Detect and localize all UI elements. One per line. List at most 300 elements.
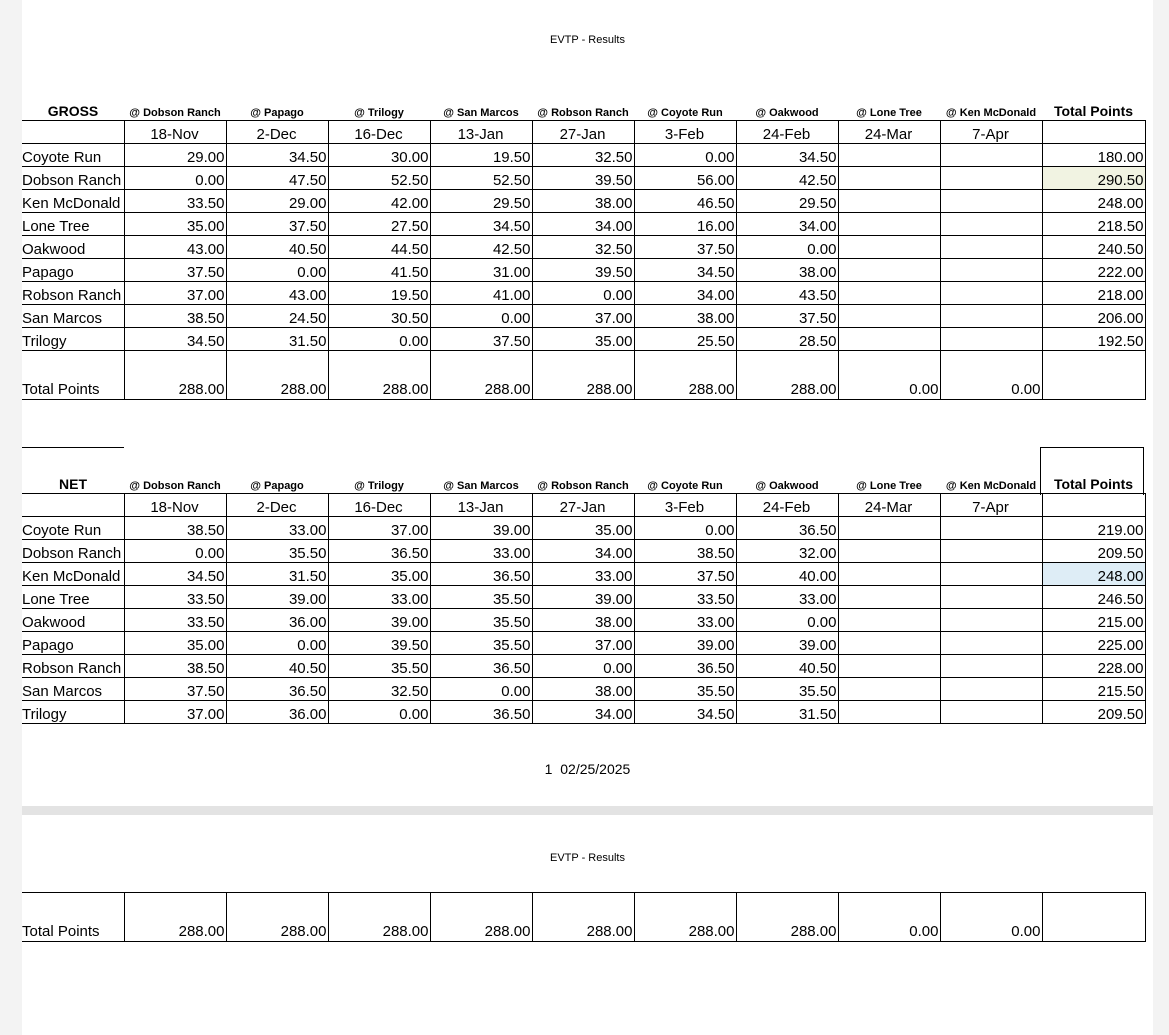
team-name: Ken McDonald — [22, 190, 124, 213]
score-cell — [838, 701, 940, 724]
score-cell: 34.00 — [532, 540, 634, 563]
date-cell: 7-Apr — [940, 494, 1042, 517]
score-cell: 0.00 — [532, 282, 634, 305]
venue-header: @ Ken McDonald — [945, 480, 1037, 492]
score-cell: 47.50 — [226, 167, 328, 190]
venue-header: @ Lone Tree — [856, 480, 922, 492]
score-cell: 37.50 — [736, 305, 838, 328]
score-cell — [838, 517, 940, 540]
date-cell: 16-Dec — [328, 121, 430, 144]
date-cell: 18-Nov — [124, 494, 226, 517]
score-cell: 40.50 — [736, 655, 838, 678]
date-cell: 24-Feb — [736, 121, 838, 144]
score-cell: 46.50 — [634, 190, 736, 213]
score-cell: 36.50 — [634, 655, 736, 678]
score-cell: 44.50 — [328, 236, 430, 259]
column-total: 288.00 — [532, 893, 634, 942]
score-cell — [940, 259, 1042, 282]
team-total: 240.50 — [1042, 236, 1145, 259]
date-cell: 18-Nov — [124, 121, 226, 144]
team-total: 215.50 — [1042, 678, 1145, 701]
column-total: 288.00 — [124, 893, 226, 942]
table-row — [22, 259, 1145, 282]
score-cell: 35.50 — [226, 540, 328, 563]
score-cell: 0.00 — [226, 632, 328, 655]
team-name: San Marcos — [22, 305, 124, 328]
team-name: Coyote Run — [22, 517, 124, 540]
team-total: 248.00 — [1042, 563, 1145, 586]
team-total: 290.50 — [1042, 167, 1145, 190]
date-row-total-cell — [1042, 494, 1145, 517]
score-cell: 36.50 — [430, 563, 532, 586]
column-total: 288.00 — [634, 893, 736, 942]
score-cell — [838, 632, 940, 655]
grand-total-cell — [1042, 893, 1145, 942]
score-cell: 36.50 — [328, 540, 430, 563]
score-cell — [838, 213, 940, 236]
venue-header: @ San Marcos — [443, 107, 519, 119]
grand-total-cell — [1042, 351, 1145, 400]
score-cell: 41.00 — [430, 282, 532, 305]
venue-header: @ Papago — [250, 107, 304, 119]
score-cell: 37.50 — [634, 563, 736, 586]
venue-header: @ Papago — [250, 480, 304, 492]
score-cell — [940, 678, 1042, 701]
table-row — [22, 305, 1145, 328]
score-cell — [940, 190, 1042, 213]
column-total: 288.00 — [430, 351, 532, 400]
column-total: 288.00 — [226, 893, 328, 942]
page-separator — [22, 806, 1153, 815]
column-total: 0.00 — [940, 351, 1042, 400]
date-cell: 2-Dec — [226, 121, 328, 144]
score-cell: 56.00 — [634, 167, 736, 190]
score-cell: 37.50 — [124, 259, 226, 282]
score-cell: 36.50 — [736, 517, 838, 540]
team-total: 206.00 — [1042, 305, 1145, 328]
score-cell: 24.50 — [226, 305, 328, 328]
score-cell: 0.00 — [124, 540, 226, 563]
date-cell: 27-Jan — [532, 494, 634, 517]
venue-header: @ Coyote Run — [647, 480, 723, 492]
score-cell: 29.00 — [124, 144, 226, 167]
score-cell: 38.50 — [634, 540, 736, 563]
column-total: 288.00 — [226, 351, 328, 400]
score-cell: 52.50 — [328, 167, 430, 190]
score-cell: 34.00 — [736, 213, 838, 236]
date-row — [22, 121, 1145, 144]
venue-header: @ Oakwood — [755, 107, 819, 119]
score-cell: 38.00 — [634, 305, 736, 328]
score-cell: 38.50 — [124, 305, 226, 328]
total-points-header: Total Points — [1053, 476, 1134, 492]
table-row — [22, 517, 1145, 540]
team-total: 219.00 — [1042, 517, 1145, 540]
date-cell: 13-Jan — [430, 121, 532, 144]
score-cell: 36.50 — [430, 655, 532, 678]
score-cell: 28.50 — [736, 328, 838, 351]
team-name: Lone Tree — [22, 586, 124, 609]
score-cell: 33.00 — [328, 586, 430, 609]
score-cell: 40.50 — [226, 655, 328, 678]
venue-header: @ Ken McDonald — [945, 107, 1037, 119]
score-cell — [940, 282, 1042, 305]
table-row — [22, 328, 1145, 351]
column-total: 288.00 — [736, 893, 838, 942]
date-row-label-cell — [22, 494, 124, 517]
score-cell: 42.00 — [328, 190, 430, 213]
date-row — [22, 494, 1145, 517]
score-cell — [838, 609, 940, 632]
score-cell: 35.50 — [430, 586, 532, 609]
date-row-total-cell — [1042, 121, 1145, 144]
total-points-row — [22, 351, 1145, 400]
total-points-header: Total Points — [1053, 103, 1134, 119]
score-cell: 31.50 — [226, 563, 328, 586]
score-cell: 33.50 — [124, 586, 226, 609]
score-cell — [940, 144, 1042, 167]
score-cell: 34.50 — [124, 328, 226, 351]
total-points-label: Total Points — [22, 351, 124, 400]
results-page-2 — [22, 815, 1153, 1035]
score-cell — [838, 586, 940, 609]
score-cell: 35.00 — [124, 632, 226, 655]
score-cell — [838, 190, 940, 213]
score-cell: 39.00 — [634, 632, 736, 655]
score-cell — [940, 517, 1042, 540]
score-cell: 39.50 — [532, 167, 634, 190]
score-cell: 0.00 — [328, 328, 430, 351]
score-cell — [940, 213, 1042, 236]
score-cell: 37.00 — [328, 517, 430, 540]
score-cell: 37.50 — [124, 678, 226, 701]
team-total: 192.50 — [1042, 328, 1145, 351]
score-cell — [940, 563, 1042, 586]
score-cell: 34.50 — [736, 144, 838, 167]
score-cell — [838, 305, 940, 328]
score-cell — [838, 167, 940, 190]
team-name: Robson Ranch — [22, 655, 124, 678]
score-cell: 32.50 — [532, 144, 634, 167]
table-row — [22, 213, 1145, 236]
score-cell: 36.50 — [430, 701, 532, 724]
score-cell: 29.50 — [736, 190, 838, 213]
score-cell: 38.00 — [532, 678, 634, 701]
total-points-row — [22, 893, 1145, 942]
score-cell: 38.00 — [736, 259, 838, 282]
score-cell: 43.50 — [736, 282, 838, 305]
score-cell: 37.50 — [634, 236, 736, 259]
column-total: 288.00 — [736, 351, 838, 400]
score-cell: 39.00 — [328, 609, 430, 632]
team-total: 246.50 — [1042, 586, 1145, 609]
score-cell: 0.00 — [430, 678, 532, 701]
column-total: 288.00 — [328, 351, 430, 400]
table-row — [22, 609, 1145, 632]
score-cell: 43.00 — [124, 236, 226, 259]
score-cell: 19.50 — [430, 144, 532, 167]
table-row — [22, 632, 1145, 655]
score-cell: 37.00 — [124, 282, 226, 305]
team-name: Oakwood — [22, 609, 124, 632]
team-total: 180.00 — [1042, 144, 1145, 167]
score-cell: 39.50 — [328, 632, 430, 655]
score-cell: 33.00 — [532, 563, 634, 586]
page-2-title: EVTP - Results — [550, 852, 625, 864]
team-name: Dobson Ranch — [22, 540, 124, 563]
team-total: 225.00 — [1042, 632, 1145, 655]
score-cell: 40.50 — [226, 236, 328, 259]
score-cell — [838, 144, 940, 167]
score-cell: 38.00 — [532, 609, 634, 632]
venue-header: @ Dobson Ranch — [129, 107, 221, 119]
net-results-table — [22, 474, 1146, 724]
table-row — [22, 701, 1145, 724]
score-cell: 39.00 — [226, 586, 328, 609]
score-cell: 0.00 — [634, 144, 736, 167]
score-cell: 27.50 — [328, 213, 430, 236]
score-cell: 35.50 — [634, 678, 736, 701]
score-cell: 36.00 — [226, 609, 328, 632]
score-cell — [838, 259, 940, 282]
score-cell: 42.50 — [736, 167, 838, 190]
score-cell: 37.00 — [532, 305, 634, 328]
date-cell: 3-Feb — [634, 121, 736, 144]
score-cell: 38.50 — [124, 517, 226, 540]
table-row — [22, 655, 1145, 678]
score-cell: 31.50 — [736, 701, 838, 724]
score-cell: 43.00 — [226, 282, 328, 305]
score-cell — [940, 328, 1042, 351]
score-cell: 34.00 — [634, 282, 736, 305]
score-cell: 0.00 — [634, 517, 736, 540]
score-cell: 0.00 — [532, 655, 634, 678]
table-row — [22, 190, 1145, 213]
section-label: NET — [59, 476, 87, 492]
score-cell: 36.50 — [226, 678, 328, 701]
team-total: 209.50 — [1042, 701, 1145, 724]
score-cell: 0.00 — [736, 236, 838, 259]
team-name: San Marcos — [22, 678, 124, 701]
venue-header-row — [22, 474, 1145, 494]
table-row — [22, 540, 1145, 563]
date-cell: 3-Feb — [634, 494, 736, 517]
table-row — [22, 586, 1145, 609]
team-name: Oakwood — [22, 236, 124, 259]
score-cell: 35.50 — [328, 655, 430, 678]
score-cell: 34.00 — [532, 701, 634, 724]
team-total: 222.00 — [1042, 259, 1145, 282]
page-title: EVTP - Results — [550, 34, 625, 46]
table-row — [22, 167, 1145, 190]
score-cell: 0.00 — [328, 701, 430, 724]
score-cell: 16.00 — [634, 213, 736, 236]
score-cell: 38.50 — [124, 655, 226, 678]
score-cell: 40.00 — [736, 563, 838, 586]
venue-header: @ Lone Tree — [856, 107, 922, 119]
column-total: 288.00 — [328, 893, 430, 942]
score-cell — [838, 328, 940, 351]
score-cell: 33.50 — [124, 190, 226, 213]
score-cell: 35.00 — [328, 563, 430, 586]
page-footer — [22, 761, 1153, 777]
score-cell: 30.50 — [328, 305, 430, 328]
score-cell: 30.00 — [328, 144, 430, 167]
total-points-label: Total Points — [22, 893, 124, 942]
column-total: 0.00 — [940, 893, 1042, 942]
score-cell: 35.50 — [736, 678, 838, 701]
score-cell: 42.50 — [430, 236, 532, 259]
team-total: 248.00 — [1042, 190, 1145, 213]
column-total: 0.00 — [838, 351, 940, 400]
date-cell: 24-Mar — [838, 121, 940, 144]
section-label: GROSS — [47, 103, 99, 119]
score-cell: 35.00 — [532, 517, 634, 540]
score-cell: 0.00 — [226, 259, 328, 282]
venue-header-row — [22, 101, 1145, 121]
date-cell: 24-Mar — [838, 494, 940, 517]
table-row — [22, 563, 1145, 586]
score-cell: 29.00 — [226, 190, 328, 213]
score-cell: 32.00 — [736, 540, 838, 563]
score-cell: 34.50 — [634, 701, 736, 724]
score-cell — [838, 563, 940, 586]
footer-page-number: 1 — [544, 761, 553, 777]
date-cell: 2-Dec — [226, 494, 328, 517]
team-name: Lone Tree — [22, 213, 124, 236]
score-cell: 19.50 — [328, 282, 430, 305]
results-page-1 — [22, 0, 1153, 806]
venue-header: @ Robson Ranch — [537, 107, 629, 119]
column-total: 288.00 — [634, 351, 736, 400]
score-cell: 38.00 — [532, 190, 634, 213]
team-name: Trilogy — [22, 328, 124, 351]
team-total: 218.00 — [1042, 282, 1145, 305]
score-cell: 52.50 — [430, 167, 532, 190]
score-cell: 36.00 — [226, 701, 328, 724]
score-cell: 35.50 — [430, 632, 532, 655]
score-cell: 33.50 — [124, 609, 226, 632]
date-cell: 24-Feb — [736, 494, 838, 517]
team-total: 215.00 — [1042, 609, 1145, 632]
score-cell: 39.00 — [736, 632, 838, 655]
table-row — [22, 282, 1145, 305]
score-cell: 37.00 — [532, 632, 634, 655]
score-cell: 33.00 — [736, 586, 838, 609]
score-cell: 37.00 — [124, 701, 226, 724]
score-cell — [838, 236, 940, 259]
score-cell — [838, 655, 940, 678]
score-cell — [838, 282, 940, 305]
date-cell: 16-Dec — [328, 494, 430, 517]
team-name: Coyote Run — [22, 144, 124, 167]
score-cell — [940, 167, 1042, 190]
team-total: 228.00 — [1042, 655, 1145, 678]
date-cell: 7-Apr — [940, 121, 1042, 144]
score-cell: 32.50 — [328, 678, 430, 701]
score-cell: 0.00 — [124, 167, 226, 190]
score-cell: 33.00 — [430, 540, 532, 563]
score-cell — [838, 678, 940, 701]
score-cell — [940, 701, 1042, 724]
score-cell — [940, 655, 1042, 678]
score-cell: 35.00 — [124, 213, 226, 236]
score-cell: 39.00 — [430, 517, 532, 540]
score-cell: 39.50 — [532, 259, 634, 282]
footer-date: 02/25/2025 — [560, 761, 631, 777]
venue-header: @ Trilogy — [354, 480, 404, 492]
venue-header: @ Trilogy — [354, 107, 404, 119]
venue-header: @ San Marcos — [443, 480, 519, 492]
score-cell: 33.50 — [634, 586, 736, 609]
net-label-underline — [22, 447, 124, 448]
team-name: Robson Ranch — [22, 282, 124, 305]
table-row — [22, 678, 1145, 701]
score-cell: 34.50 — [430, 213, 532, 236]
team-name: Trilogy — [22, 701, 124, 724]
score-cell: 32.50 — [532, 236, 634, 259]
column-total: 288.00 — [532, 351, 634, 400]
score-cell: 34.50 — [634, 259, 736, 282]
venue-header: @ Coyote Run — [647, 107, 723, 119]
column-total: 288.00 — [430, 893, 532, 942]
score-cell: 37.50 — [430, 328, 532, 351]
date-cell: 27-Jan — [532, 121, 634, 144]
score-cell: 31.00 — [430, 259, 532, 282]
table-row — [22, 144, 1145, 167]
team-total: 209.50 — [1042, 540, 1145, 563]
team-name: Papago — [22, 259, 124, 282]
score-cell: 29.50 — [430, 190, 532, 213]
score-cell: 0.00 — [430, 305, 532, 328]
score-cell: 35.00 — [532, 328, 634, 351]
score-cell: 31.50 — [226, 328, 328, 351]
score-cell: 34.50 — [226, 144, 328, 167]
score-cell — [940, 586, 1042, 609]
date-row-label-cell — [22, 121, 124, 144]
score-cell: 37.50 — [226, 213, 328, 236]
column-total: 0.00 — [838, 893, 940, 942]
venue-header: @ Oakwood — [755, 480, 819, 492]
score-cell — [940, 632, 1042, 655]
score-cell: 33.00 — [634, 609, 736, 632]
score-cell: 35.50 — [430, 609, 532, 632]
gross-results-table — [22, 101, 1146, 400]
score-cell: 41.50 — [328, 259, 430, 282]
score-cell: 39.00 — [532, 586, 634, 609]
venue-header: @ Robson Ranch — [537, 480, 629, 492]
score-cell — [940, 305, 1042, 328]
page-2-total-table — [22, 892, 1146, 942]
table-row — [22, 236, 1145, 259]
team-name: Dobson Ranch — [22, 167, 124, 190]
score-cell — [838, 540, 940, 563]
score-cell: 34.50 — [124, 563, 226, 586]
score-cell — [940, 609, 1042, 632]
score-cell: 0.00 — [736, 609, 838, 632]
team-name: Papago — [22, 632, 124, 655]
score-cell — [940, 540, 1042, 563]
team-total: 218.50 — [1042, 213, 1145, 236]
score-cell: 25.50 — [634, 328, 736, 351]
score-cell — [940, 236, 1042, 259]
team-name: Ken McDonald — [22, 563, 124, 586]
venue-header: @ Dobson Ranch — [129, 480, 221, 492]
column-total: 288.00 — [124, 351, 226, 400]
score-cell: 34.00 — [532, 213, 634, 236]
date-cell: 13-Jan — [430, 494, 532, 517]
score-cell: 33.00 — [226, 517, 328, 540]
